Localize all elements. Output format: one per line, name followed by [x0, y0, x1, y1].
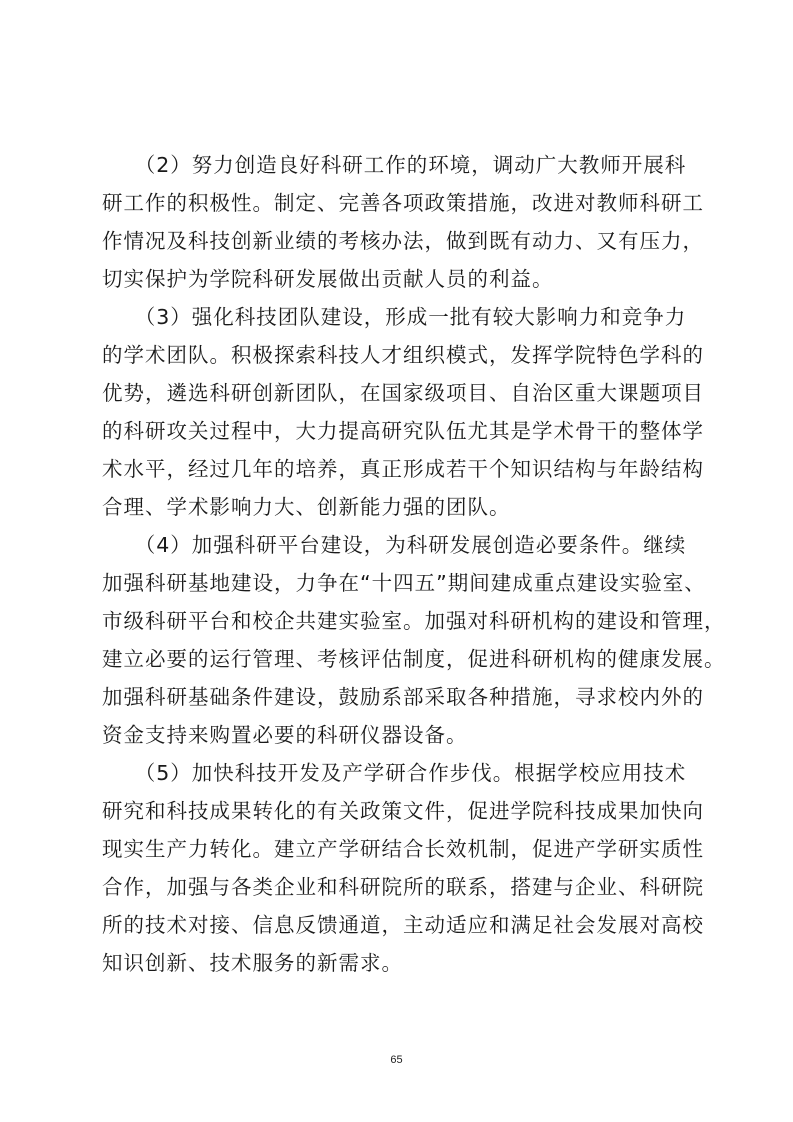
text-line: 所的技术对接、信息反馈通道，主动适应和满足社会发展对高校 [102, 913, 704, 937]
text-line: 的科研攻关过程中，大力提高研究队伍尤其是学术骨干的整体学 [102, 419, 704, 443]
text-line: 建立必要的运行管理、考核评估制度，促进科研机构的健康发展。 [102, 647, 726, 671]
text-line: 合作，加强与各类企业和科研院所的联系，搭建与企业、科研院 [102, 875, 704, 899]
text-line: 现实生产力转化。建立产学研结合长效机制，促进产学研实质性 [102, 837, 704, 861]
text-line: （3）强化科技团队建设，形成一批有较大影响力和竞争力 [102, 305, 687, 329]
paragraph-4 [102, 526, 726, 754]
text-line: （5）加快科技开发及产学研合作步伐。根据学校应用技术 [102, 761, 687, 785]
text-line: （2）努力创造良好科研工作的环境，调动广大教师开展科 [102, 153, 687, 177]
text-line: 术水平，经过几年的培养，真正形成若干个知识结构与年龄结构 [102, 457, 704, 481]
text-line: 切实保护为学院科研发展做出贡献人员的利益。 [102, 267, 554, 291]
document-body [102, 146, 726, 982]
text-line: 加强科研基地建设，力争在“十四五”期间建成重点建设实验室、 [102, 571, 706, 595]
text-line: 知识创新、技术服务的新需求。 [102, 951, 403, 975]
text-line: 市级科研平台和校企共建实验室。加强对科研机构的建设和管理， [102, 609, 726, 633]
paragraph-5 [102, 754, 702, 982]
paragraph-3 [102, 298, 702, 526]
text-line: 优势，遴选科研创新团队，在国家级项目、自治区重大课题项目 [102, 381, 704, 405]
text-line: 资金支持来购置必要的科研仪器设备。 [102, 723, 468, 747]
text-line: 作情况及科技创新业绩的考核办法，做到既有动力、又有压力， [102, 229, 704, 253]
page-number: 65 [390, 1054, 403, 1066]
text-line: 的学术团队。积极探索科技人才组织模式，发挥学院特色学科的 [102, 343, 704, 367]
paragraph-2 [102, 146, 702, 298]
text-line: 研究和科技成果转化的有关政策文件，促进学院科技成果加快向 [102, 799, 704, 823]
text-line: 合理、学术影响力大、创新能力强的团队。 [102, 495, 511, 519]
text-line: （4）加强科研平台建设，为科研发展创造必要条件。继续 [102, 533, 687, 557]
text-line: 研工作的积极性。制定、完善各项政策措施，改进对教师科研工 [102, 191, 704, 215]
text-line: 加强科研基础条件建设，鼓励系部采取各种措施，寻求校内外的 [102, 685, 704, 709]
